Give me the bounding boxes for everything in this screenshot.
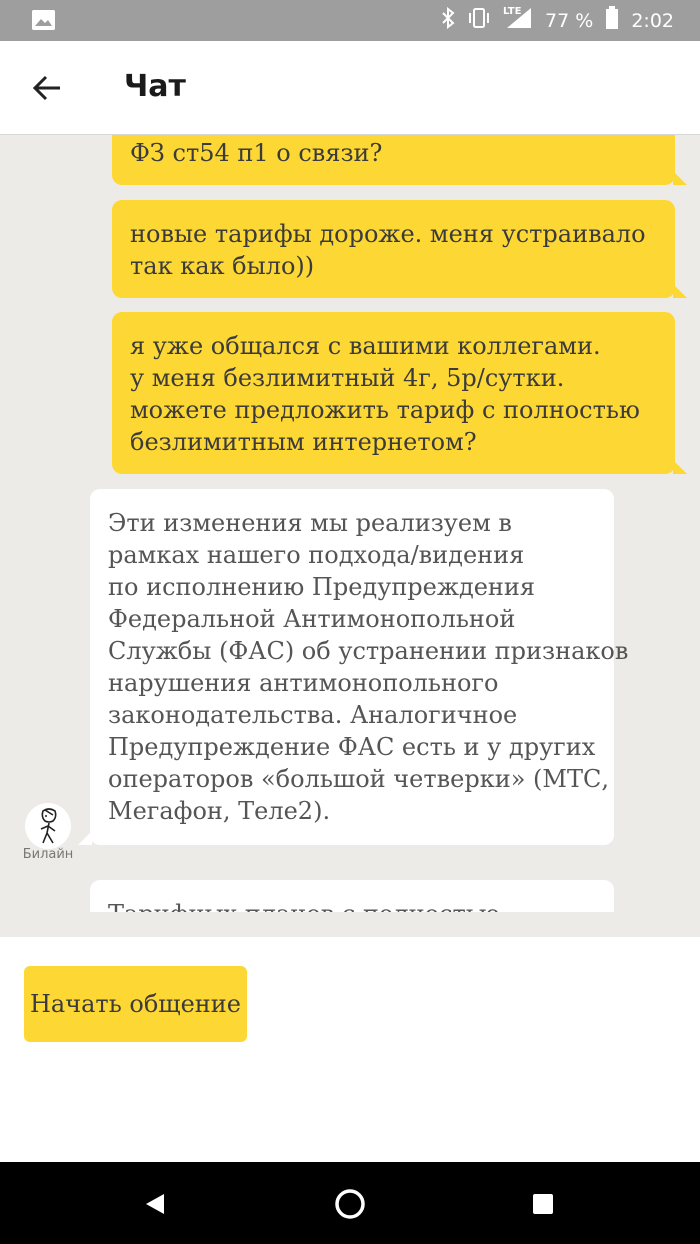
- page-title: Чат: [124, 69, 186, 104]
- message-line: по исполнению Предупреждения: [108, 573, 536, 601]
- chat-area[interactable]: [0, 135, 700, 937]
- message-line: так как было)): [130, 252, 315, 280]
- message-user: [112, 200, 675, 298]
- operator-name: Билайн: [22, 847, 74, 862]
- message-line: Эти изменения мы реализуем в: [108, 509, 512, 537]
- nav-home-button[interactable]: [328, 1182, 372, 1226]
- bluetooth-icon: [441, 7, 455, 34]
- message-line: законодательства. Аналогичное: [108, 701, 518, 729]
- navigation-bar: [0, 1162, 700, 1244]
- start-chat-button[interactable]: Начать общение: [24, 966, 247, 1042]
- vibrate-icon: [467, 7, 491, 34]
- back-button[interactable]: [22, 63, 72, 113]
- beeline-mascot-icon: [33, 807, 63, 845]
- signal-icon: [503, 6, 533, 35]
- chat-viewport-edge: [0, 912, 700, 937]
- back-triangle-icon: [144, 1192, 166, 1216]
- message-line: Федеральной Антимонопольной: [108, 605, 516, 633]
- message-line: операторов «большой четверки» (МТС,: [108, 765, 609, 793]
- message-user: [112, 135, 675, 185]
- operator-avatar: [25, 803, 71, 849]
- battery-icon: [605, 6, 619, 35]
- message-line: Службы (ФАС) об устранении признаков: [108, 637, 629, 665]
- message-line: я уже общался с вашими коллегами.: [130, 332, 601, 360]
- gallery-icon: [32, 10, 55, 30]
- home-circle-icon: [333, 1187, 367, 1221]
- status-bar: [0, 0, 700, 41]
- message-user: [112, 312, 675, 474]
- arrow-left-icon: [32, 75, 62, 101]
- message-line: нарушения антимонопольного: [108, 669, 499, 697]
- message-operator: [90, 489, 629, 845]
- clock: 2:02: [631, 9, 674, 32]
- message-line: новые тарифы дороже. меня устраивало: [130, 220, 646, 248]
- message-line: ФЗ ст54 п1 о связи?: [130, 139, 383, 167]
- nav-recents-button[interactable]: [521, 1182, 565, 1226]
- message-line: рамках нашего подхода/видения: [108, 541, 525, 569]
- message-line: можете предложить тариф с полностью: [130, 396, 640, 424]
- message-line: у меня безлимитный 4г, 5р/сутки.: [130, 364, 565, 392]
- message-line: Предупреждение ФАС есть и у других: [108, 733, 596, 761]
- message-line: безлимитным интернетом?: [130, 428, 477, 456]
- nav-back-button[interactable]: [133, 1182, 177, 1226]
- network-type: LTE: [503, 6, 522, 17]
- app-bar: [0, 41, 700, 135]
- battery-percent: 77 %: [545, 9, 594, 32]
- message-line: Мегафон, Теле2).: [108, 797, 331, 825]
- action-area: [0, 937, 700, 1162]
- recents-square-icon: [532, 1193, 554, 1215]
